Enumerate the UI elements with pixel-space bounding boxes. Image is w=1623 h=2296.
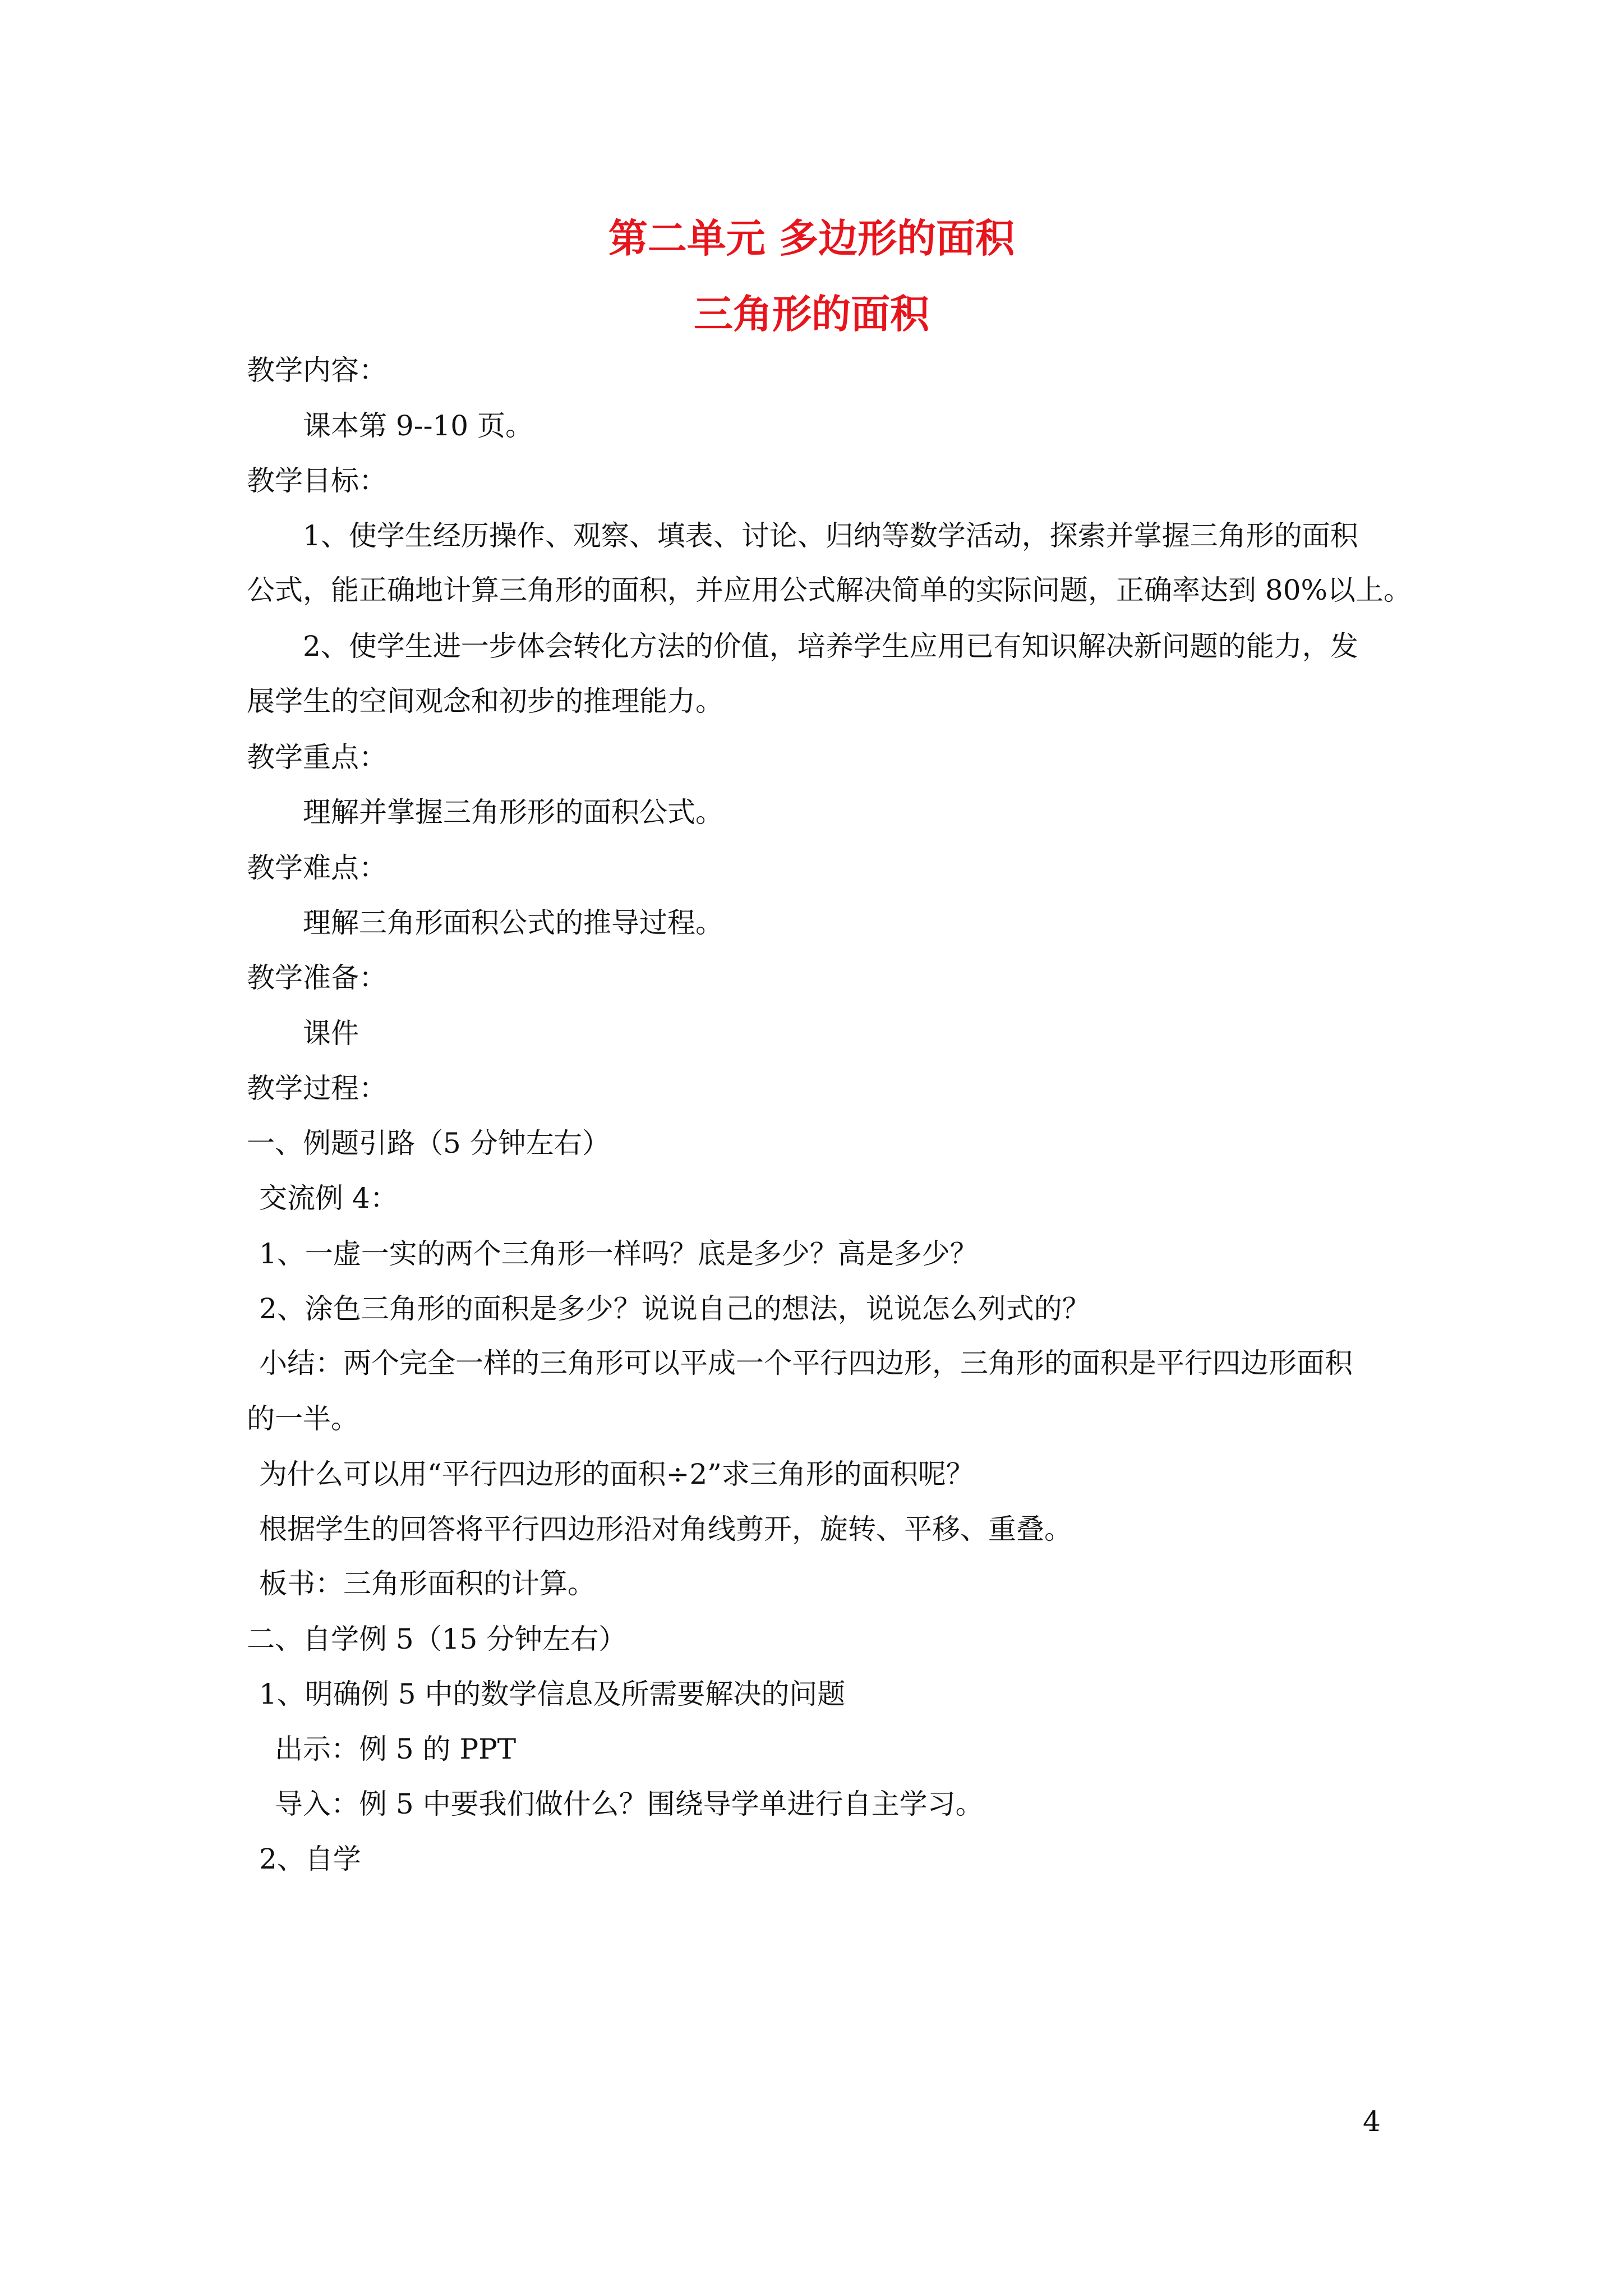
body-line: 出示：例 5 的 PPT xyxy=(275,1733,517,1765)
body-line: 根据学生的回答将平行四边形沿对角线剪开，旋转、平移、重叠。 xyxy=(259,1513,1072,1545)
body-line: 小结：两个完全一样的三角形可以平成一个平行四边形，三角形的面积是平行四边形面积 xyxy=(259,1347,1353,1379)
body-line: 2、涂色三角形的面积是多少？说说自己的想法，说说怎么列式的？ xyxy=(259,1292,1090,1325)
section-heading-process: 教学过程： xyxy=(247,1072,387,1105)
page-number: 4 xyxy=(1363,2105,1381,2138)
section-heading-objectives: 教学目标： xyxy=(247,464,387,497)
body-line: 二、自学例 5（15 分钟左右） xyxy=(247,1623,627,1655)
body-line: 板书：三角形面积的计算。 xyxy=(259,1567,596,1600)
lesson-title: 三角形的面积 xyxy=(694,291,929,337)
body-line: 展学生的空间观念和初步的推理能力。 xyxy=(247,685,723,717)
body-line: 交流例 4： xyxy=(259,1182,398,1214)
body-line: 课本第 9--10 页。 xyxy=(303,409,534,442)
section-heading-content: 教学内容： xyxy=(247,354,387,386)
body-line: 2、使学生进一步体会转化方法的价值，培养学生应用已有知识解决新问题的能力，发 xyxy=(303,630,1358,662)
section-heading-preparation: 教学准备： xyxy=(247,961,387,994)
body-line: 1、一虚一实的两个三角形一样吗？底是多少？高是多少？ xyxy=(259,1237,978,1270)
body-line: 理解并掌握三角形形的面积公式。 xyxy=(303,796,723,829)
body-line: 课件 xyxy=(303,1017,359,1050)
section-heading-key-point: 教学重点： xyxy=(247,741,387,774)
body-line: 的一半。 xyxy=(247,1402,359,1435)
body-line: 理解三角形面积公式的推导过程。 xyxy=(303,907,723,939)
body-line: 公式，能正确地计算三角形的面积，并应用公式解决简单的实际问题，正确率达到 80%以上。 xyxy=(247,574,1412,606)
body-line: 一、例题引路（5 分钟左右） xyxy=(247,1127,610,1159)
body-line: 导入：例 5 中要我们做什么？围绕导学单进行自主学习。 xyxy=(275,1788,984,1820)
unit-title: 第二单元 多边形的面积 xyxy=(608,215,1015,261)
body-line: 1、使学生经历操作、观察、填表、讨论、归纳等数学活动，探索并掌握三角形的面积 xyxy=(303,519,1358,552)
section-heading-difficulty: 教学难点： xyxy=(247,852,387,884)
body-line: 1、明确例 5 中的数学信息及所需要解决的问题 xyxy=(259,1678,846,1710)
body-line: 为什么可以用“平行四边形的面积÷2”求三角形的面积呢？ xyxy=(259,1458,974,1490)
body-line: 2、自学 xyxy=(259,1843,361,1875)
